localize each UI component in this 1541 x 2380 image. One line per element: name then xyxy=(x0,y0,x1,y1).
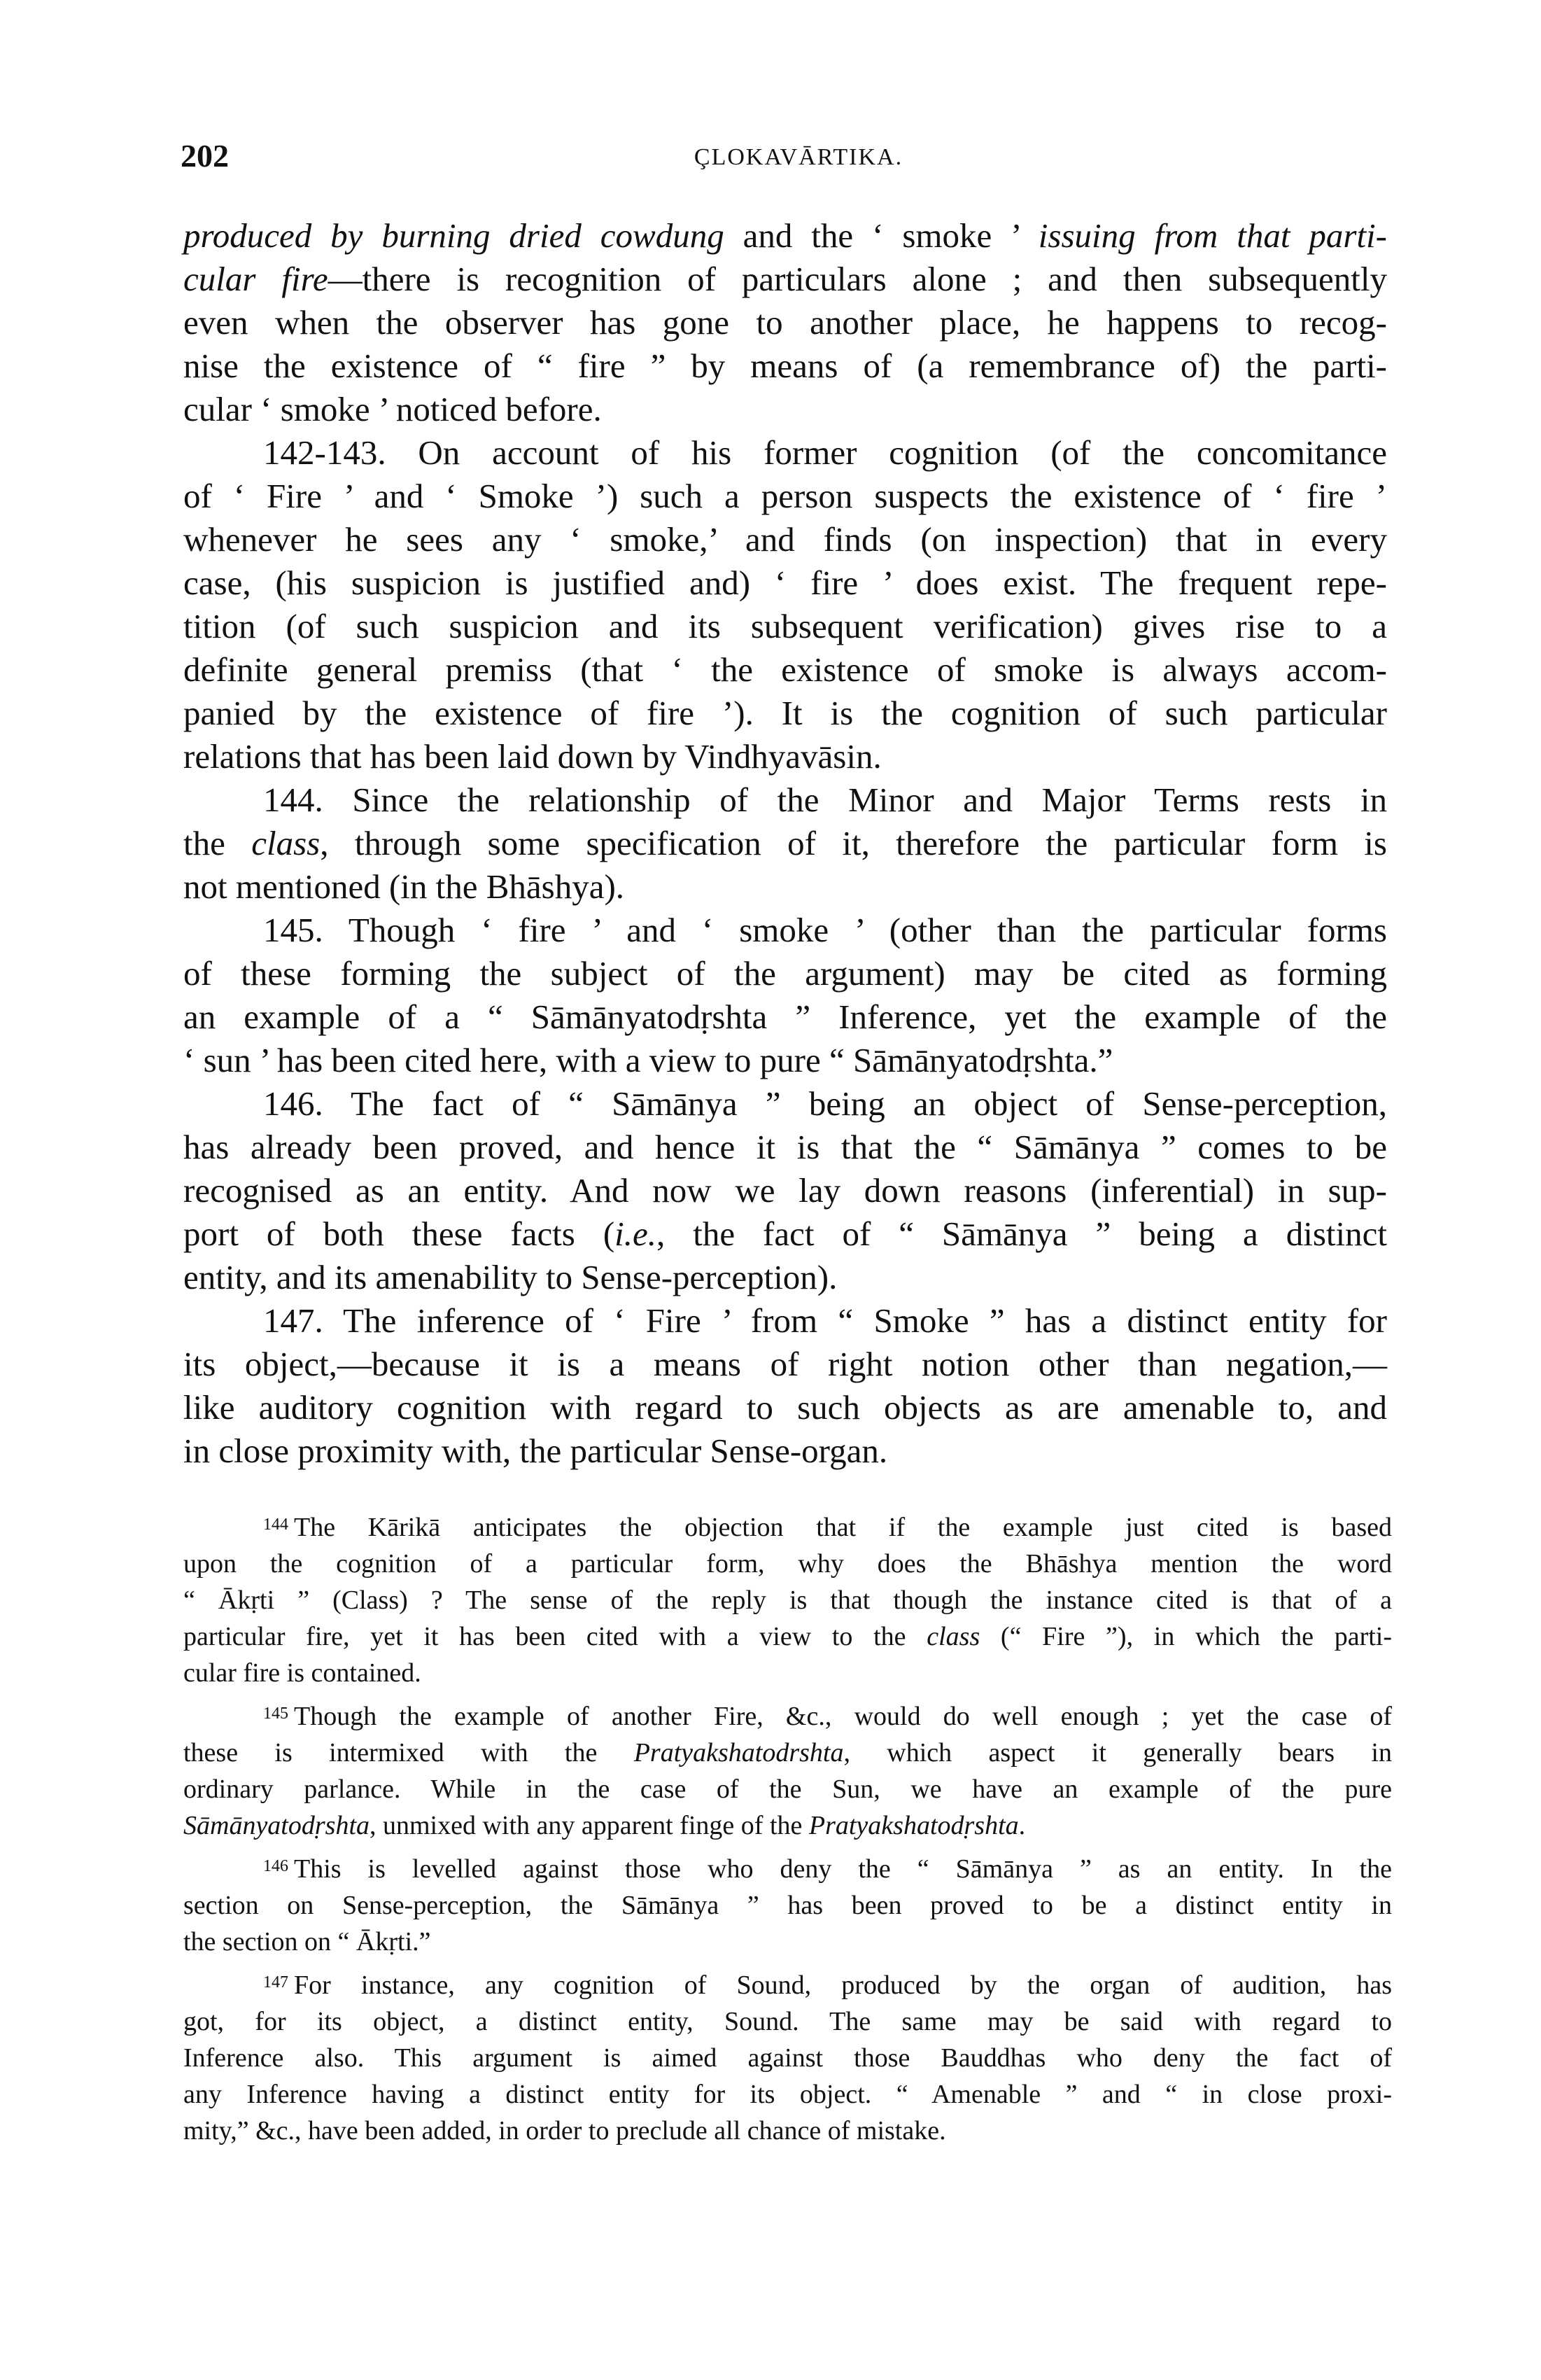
text-line xyxy=(183,1212,1387,1256)
text-line xyxy=(183,2003,1392,2040)
text-run: case, (his suspicion is justified and) ‘ fire ’ does exist. The frequent repe- xyxy=(183,564,1387,602)
text-run: and the ‘ smoke ’ xyxy=(724,216,1039,255)
text-line xyxy=(183,301,1387,344)
text-line xyxy=(183,1546,1392,1582)
footnote xyxy=(183,1851,1392,1960)
text-line xyxy=(183,1851,1392,1887)
text-line xyxy=(183,2076,1392,2113)
text-run: tition (of such suspicion and its subsequent verification) gives rise to a xyxy=(183,607,1387,645)
footnotes xyxy=(183,1509,1392,2156)
italic-text: produced by burning dried cowdung xyxy=(183,216,724,255)
text-run: 145. Though ‘ fire ’ and ‘ smoke ’ (other than the particular forms xyxy=(263,911,1387,949)
text-line xyxy=(183,214,1387,258)
text-run: Though the example of another Fire, &c., would do well enough ; yet the case of xyxy=(294,1702,1392,1731)
text-line xyxy=(183,1256,1387,1299)
text-run: , through some specification of it, therefore the particular form is xyxy=(320,824,1387,862)
text-run: section on Sense-perception, the Sāmānya ” has been proved to be a distinct entity in xyxy=(183,1891,1392,1920)
text-run: upon the cognition of a particular form, why does the Bhāshya mention the word xyxy=(183,1549,1392,1578)
text-run: cular fire is contained. xyxy=(183,1658,421,1688)
text-run: like auditory cognition with regard to such objects as are amenable to, and xyxy=(183,1388,1387,1427)
text-run: any Inference having a distinct entity for its object. “ Amenable ” and “ in close proxi- xyxy=(183,2080,1392,2109)
text-run: has already been proved, and hence it is that the “ Sāmānya ” comes to be xyxy=(183,1128,1387,1166)
text-run: nise the existence of “ fire ” by means of (a remembrance of) the parti- xyxy=(183,346,1387,385)
text-run: , unmixed with any apparent finge of the xyxy=(370,1811,809,1840)
text-run: whenever he sees any ‘ smoke,’ and finds (on inspection) that in every xyxy=(183,520,1387,559)
text-run: 147. The inference of ‘ Fire ’ from “ Smoke ” has a distinct entity for xyxy=(263,1301,1387,1340)
text-line xyxy=(183,1039,1387,1082)
text-run: entity, and its amenability to Sense-perception). xyxy=(183,1258,838,1296)
text-line xyxy=(183,735,1387,778)
text-line xyxy=(183,1887,1392,1924)
text-line xyxy=(183,909,1387,952)
text-run: The Kārikā anticipates the objection that if the example just cited is based xyxy=(294,1513,1392,1542)
text-line xyxy=(183,2040,1392,2076)
text-run: . xyxy=(1018,1811,1026,1840)
text-run: mity,” &c., have been added, in order to preclude all chance of mistake. xyxy=(183,2116,946,2146)
text-line xyxy=(183,388,1387,431)
running-title: ÇLOKAVĀRTIKA. xyxy=(694,144,903,170)
text-run: these is intermixed with the xyxy=(183,1738,634,1768)
paragraph xyxy=(183,909,1387,1082)
main-text xyxy=(183,214,1387,1473)
italic-text: cular fire xyxy=(183,260,328,298)
footnote xyxy=(183,1698,1392,1844)
text-run: particular fire, yet it has been cited with a view to the xyxy=(183,1622,927,1651)
text-run: its object,—because it is a means of right notion other than negation,— xyxy=(183,1345,1387,1383)
text-run: panied by the existence of fire ’). It is the cognition of such particular xyxy=(183,694,1387,732)
text-line xyxy=(183,995,1387,1039)
text-line xyxy=(183,1509,1392,1546)
text-run: definite general premiss (that ‘ the existence of smoke is always accom- xyxy=(183,650,1387,689)
text-line xyxy=(183,648,1387,692)
text-run: got, for its object, a distinct entity, Sound. The same may be said with regard to xyxy=(183,2007,1392,2036)
text-line xyxy=(183,1698,1392,1735)
text-line xyxy=(183,1169,1387,1212)
text-line xyxy=(183,1299,1387,1343)
text-run: the xyxy=(183,824,252,862)
text-run: of these forming the subject of the argument) may be cited as forming xyxy=(183,954,1387,993)
text-run: an example of a “ Sāmānyatodṛshta ” Inference, yet the example of the xyxy=(183,997,1387,1036)
text-line xyxy=(183,1735,1392,1771)
text-run: This is levelled against those who deny the “ Sāmānya ” as an entity. In the xyxy=(294,1854,1392,1884)
footnote-marker: 147 xyxy=(263,1973,288,1991)
text-line xyxy=(183,1343,1387,1386)
text-run: not mentioned (in the Bhāshya). xyxy=(183,867,625,906)
text-line xyxy=(183,1771,1392,1807)
text-line xyxy=(183,692,1387,735)
text-run: Inference also. This argument is aimed against those Bauddhas who deny the fact of xyxy=(183,2043,1392,2073)
footnote-marker: 144 xyxy=(263,1516,288,1534)
text-run: cular ‘ smoke ’ noticed before. xyxy=(183,390,602,428)
text-line xyxy=(183,1582,1392,1618)
italic-text: Pratyakshatodrshta xyxy=(633,1738,844,1768)
text-run: recognised as an entity. And now we lay down reasons (inferential) in sup- xyxy=(183,1171,1387,1210)
italic-text: Sāmānyatodṛshta xyxy=(183,1811,370,1840)
text-line xyxy=(183,518,1387,561)
text-line xyxy=(183,1924,1392,1960)
text-run: 144. Since the relationship of the Minor and Major Terms rests in xyxy=(263,780,1387,819)
text-run: , which aspect it generally bears in xyxy=(843,1738,1392,1768)
text-run: 146. The fact of “ Sāmānya ” being an object of Sense-perception, xyxy=(263,1084,1387,1123)
text-line xyxy=(183,431,1387,475)
footnote xyxy=(183,1509,1392,1691)
italic-text: i.e. xyxy=(614,1214,657,1253)
text-run: “ Ākṛti ” (Class) ? The sense of the reply is that though the instance cited is that of a xyxy=(183,1586,1392,1615)
paragraph xyxy=(183,1082,1387,1299)
text-line xyxy=(183,1618,1392,1655)
italic-text: Pratyakshatodṛshta xyxy=(808,1811,1019,1840)
text-line xyxy=(183,1126,1387,1169)
text-run: ‘ sun ’ has been cited here, with a view to pure “ Sāmānyatodṛshta.” xyxy=(183,1041,1113,1079)
footnote-marker: 145 xyxy=(263,1704,288,1723)
text-line xyxy=(183,865,1387,909)
text-run: the section on “ Ākṛti.” xyxy=(183,1927,431,1956)
text-line xyxy=(183,1429,1387,1473)
italic-text: issuing from that parti- xyxy=(1038,216,1387,255)
text-line xyxy=(183,258,1387,301)
footnote-marker: 146 xyxy=(263,1857,288,1875)
text-run: (“ Fire ”), in which the parti- xyxy=(980,1622,1393,1651)
text-line xyxy=(183,1386,1387,1429)
text-run: relations that has been laid down by Vindhyavāsin. xyxy=(183,737,882,776)
text-run: of ‘ Fire ’ and ‘ Smoke ’) such a person suspects the existence of ‘ fire ’ xyxy=(183,477,1387,515)
text-run: 142-143. On account of his former cognition (of the concomitance xyxy=(263,433,1387,472)
text-line xyxy=(183,952,1387,995)
text-run: even when the observer has gone to another place, he happens to recog- xyxy=(183,303,1387,342)
paragraph xyxy=(183,214,1387,431)
text-line xyxy=(183,1082,1387,1126)
text-run: ordinary parlance. While in the case of the Sun, we have an example of the pure xyxy=(183,1774,1392,1804)
italic-text: class xyxy=(251,824,321,862)
text-line xyxy=(183,344,1387,388)
footnote xyxy=(183,1967,1392,2149)
text-line xyxy=(183,605,1387,648)
text-line xyxy=(183,778,1387,822)
paragraph xyxy=(183,431,1387,778)
text-line xyxy=(183,1967,1392,2003)
text-line xyxy=(183,1655,1392,1691)
text-run: —there is recognition of particulars alone ; and then subsequently xyxy=(328,260,1387,298)
page-number: 202 xyxy=(181,138,229,174)
text-line xyxy=(183,1807,1392,1844)
italic-text: class xyxy=(927,1622,980,1651)
text-line xyxy=(183,475,1387,518)
paragraph xyxy=(183,1299,1387,1473)
text-run: For instance, any cognition of Sound, produced by the organ of audition, has xyxy=(294,1970,1392,2000)
text-line xyxy=(183,561,1387,605)
paragraph xyxy=(183,778,1387,909)
text-run: port of both these facts ( xyxy=(183,1214,615,1253)
text-run: , the fact of “ Sāmānya ” being a distinct xyxy=(656,1214,1387,1253)
text-run: in close proximity with, the particular Sense-organ. xyxy=(183,1432,888,1470)
text-line xyxy=(183,822,1387,865)
text-line xyxy=(183,2113,1392,2149)
